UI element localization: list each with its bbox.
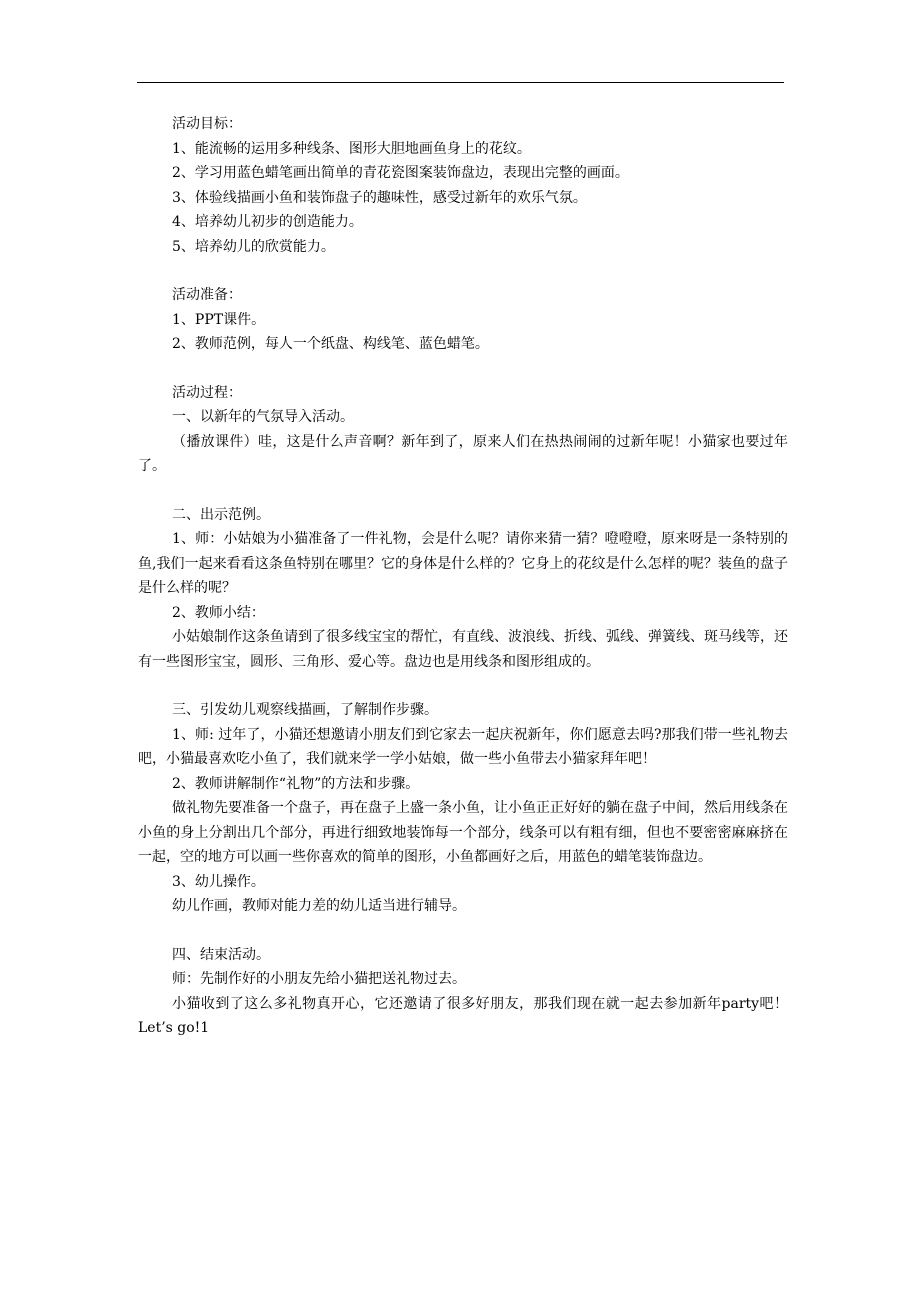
- step3-item2: 2、教师讲解制作“礼物”的方法和步骤。: [172, 775, 420, 792]
- step2-item2: 2、教师小结：: [172, 604, 265, 621]
- spacer: [138, 479, 788, 503]
- step3-item3: 3、幼儿操作。: [172, 873, 265, 890]
- document-body: [138, 112, 788, 1041]
- spacer: [138, 357, 788, 381]
- step1-text: （播放课件）哇，这是什么声音啊？新年到了，原来人们在热热闹闹的过新年呢！小猫家也要过年了。: [138, 433, 788, 474]
- step2-item1: 1、师：小姑娘为小猫准备了一件礼物，会是什么呢？请你来猜一猜？噔噔噔，原来呀是一条特别的鱼,我们一起来看看这条鱼特别在哪里？它的身体是什么样的？它身上的花纹是什么怎样的呢？装鱼的盘子是什么样的呢？: [138, 531, 788, 596]
- step3-item3-text: 幼儿作画，教师对能力差的幼儿适当进行辅导。: [172, 898, 466, 914]
- step3-title: 三、引发幼儿观察线描画，了解制作步骤。: [172, 702, 438, 718]
- header-rule: [137, 82, 784, 83]
- process-heading: 活动过程：: [172, 384, 242, 401]
- spacer: [138, 259, 788, 283]
- prep-item: 2、教师范例，每人一个纸盘、构线笔、蓝色蜡笔。: [172, 336, 489, 352]
- step2-item2-text: 小姑娘制作这条鱼请到了很多线宝宝的帮忙，有直线、波浪线、折线、弧线、弹簧线、斑马线等，还有一些图形宝宝，圆形、三角形、爱心等。盘边也是用线条和图形组成的。: [138, 629, 788, 670]
- goal-item: 5、培养幼儿的欣赏能力。: [172, 238, 335, 255]
- step3-item2-text: 做礼物先要准备一个盘子，再在盘子上盛一条小鱼，让小鱼正正好好的躺在盘子中间，然后用线条在小鱼的身上分割出几个部分，再进行细致地装饰每一个部分，线条可以有粗有细，但也不要密密麻麻挤在一起，空的地方可以画一些你喜欢的简单的图形，小鱼都画好之后，用蓝色的蜡笔装饰盘边。: [138, 800, 788, 865]
- prep-heading: 活动准备：: [172, 287, 242, 303]
- step2-title: 二、出示范例。: [172, 506, 270, 523]
- goal-item: 1、能流畅的运用多种线条、图形大胆地画鱼身上的花纹。: [172, 140, 531, 157]
- step4-text1: 师：先制作好的小朋友先给小猫把送礼物过去。: [172, 971, 466, 987]
- spacer: [138, 674, 788, 698]
- goals-heading: 活动目标：: [172, 116, 242, 132]
- step1-title: 一、以新年的气氛导入活动。: [172, 409, 354, 425]
- goal-item: 3、体验线描画小鱼和装饰盘子的趣味性，感受过新年的欢乐气氛。: [172, 189, 587, 206]
- prep-item: 1、PPT课件。: [172, 311, 266, 328]
- step4-text2: 小猫收到了这么多礼物真开心，它还邀请了很多好朋友，那我们现在就一起去参加新年party吧！Let’s go!1: [138, 995, 788, 1036]
- spacer: [138, 919, 788, 943]
- goal-item: 4、培养幼儿初步的创造能力。: [172, 214, 363, 230]
- step3-item1: 1、师: 过年了，小猫还想邀请小朋友们到它家去一起庆祝新年，你们愿意去吗?那我们带一些礼物去吧，小猫最喜欢吃小鱼了，我们就来学一学小姑娘，做一些小鱼带去小猫家拜年吧！: [138, 726, 788, 767]
- goal-item: 2、学习用蓝色蜡笔画出简单的青花瓷图案装饰盘边，表现出完整的画面。: [172, 165, 629, 181]
- step4-title: 四、结束活动。: [172, 946, 270, 963]
